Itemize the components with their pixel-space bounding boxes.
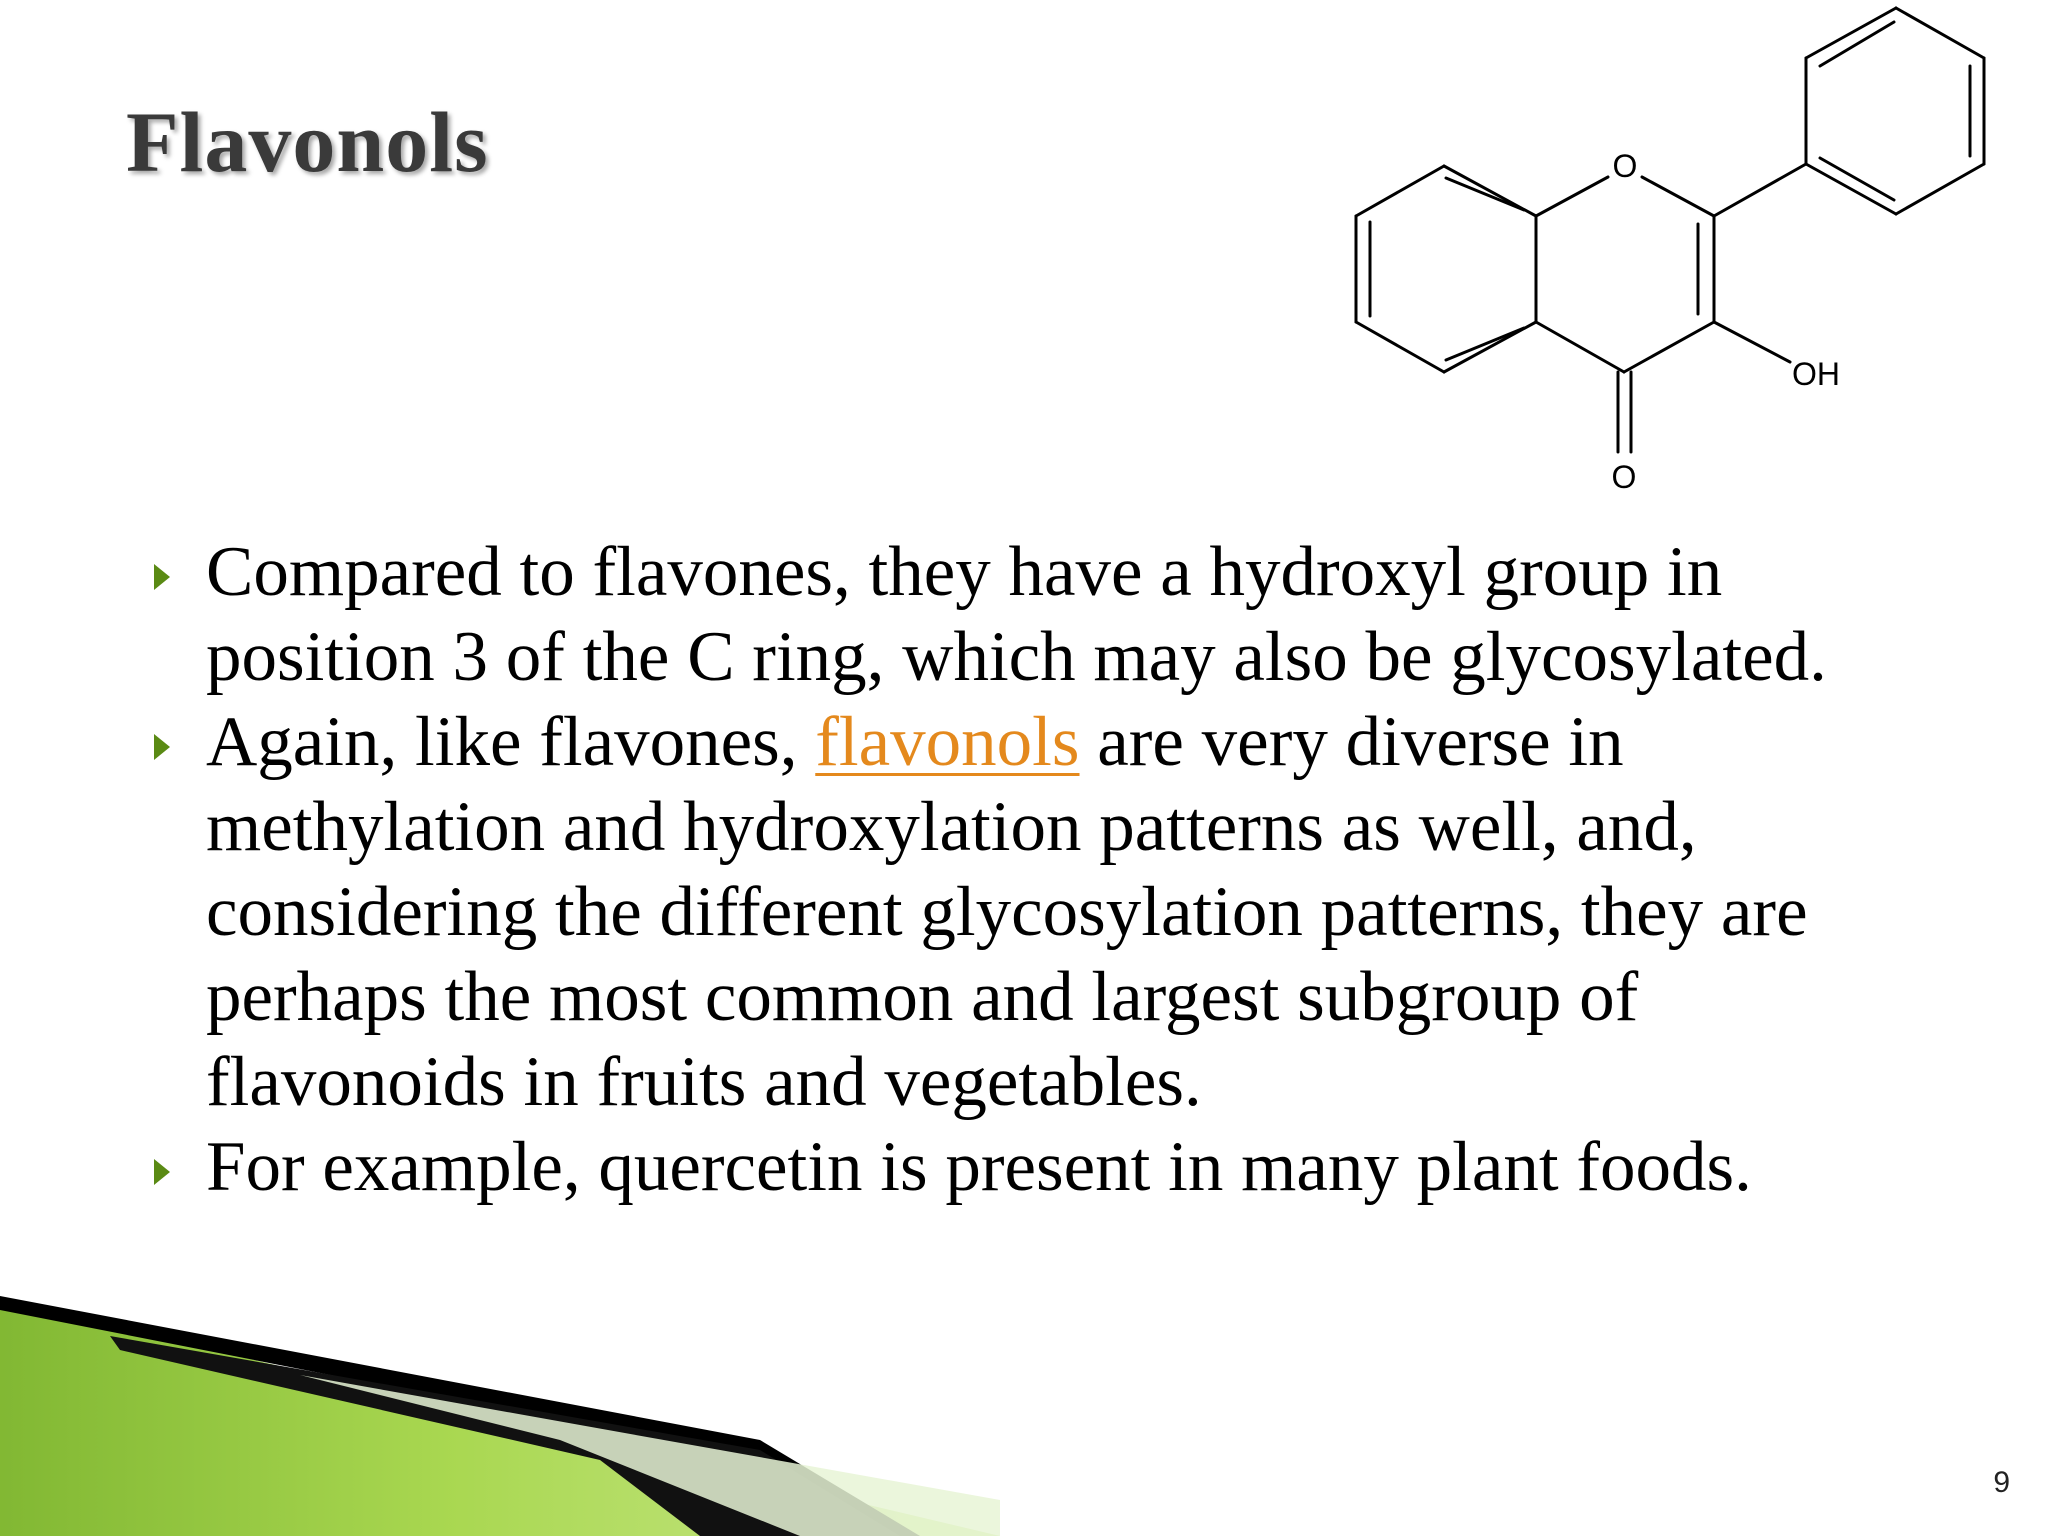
- bullet-item: [140, 1125, 1940, 1210]
- green-swoosh-decoration: [0, 1260, 1000, 1536]
- ring-oxygen-label: O: [1612, 148, 1638, 184]
- flavonols-link[interactable]: flavonols: [815, 703, 1080, 781]
- slide-title: Flavonols: [126, 94, 489, 190]
- triangle-bullet-icon: [154, 564, 170, 590]
- hydroxyl-label: OH: [1792, 356, 1840, 392]
- bullet-text: Compared to flavones, they have a hydroxyl group in position 3 of the C ring, which may also be glycosylated.: [206, 533, 1827, 696]
- flavonol-structure-diagram: [1340, 0, 2020, 510]
- bullet-list: [140, 530, 1940, 1210]
- triangle-bullet-icon: [154, 1159, 170, 1185]
- bullet-item: [140, 530, 1940, 700]
- page-number: 9: [1993, 1466, 2010, 1499]
- carbonyl-oxygen-label: O: [1611, 459, 1637, 495]
- bullet-text: For example, quercetin is present in many plant foods.: [206, 1128, 1752, 1206]
- bullet-item: [140, 700, 1940, 1125]
- bullet-text-after-link: are very diverse in methylation and hydroxylation patterns as well, and, considering the different glycosylation patterns, they are perhaps the most common and largest subgroup of flavonoids in fruits and vegetables.: [206, 703, 1808, 1121]
- triangle-bullet-icon: [154, 734, 170, 760]
- bullet-text-before-link: Again, like flavones,: [206, 703, 816, 781]
